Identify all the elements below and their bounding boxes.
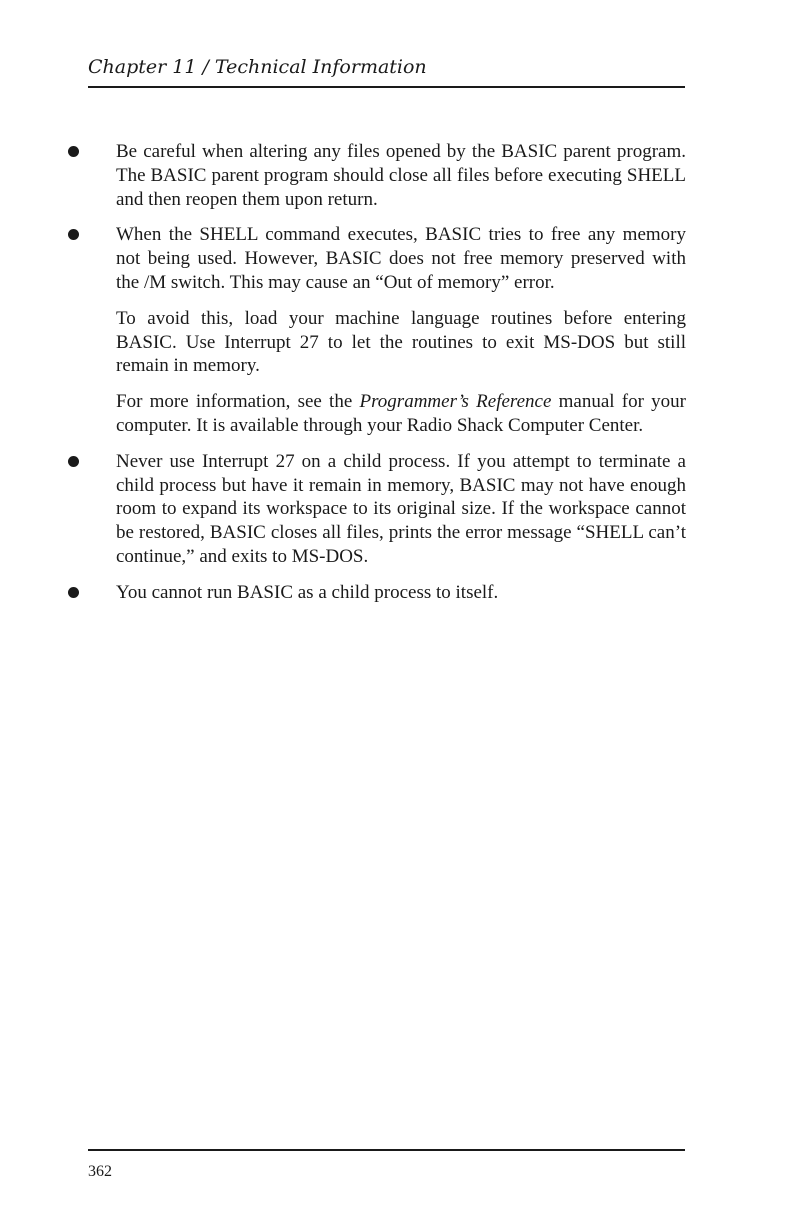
footer-rule: [88, 1149, 685, 1151]
list-item: [68, 450, 686, 569]
bullet-list: [68, 140, 686, 617]
page-header: [88, 54, 685, 80]
page-number: 362: [88, 1163, 112, 1180]
manual-title: Programmer’s Reference: [359, 391, 552, 413]
paragraph: Never use Interrupt 27 on a child process. If you attempt to terminate a child process but have it remain in memory, BASIC may not have enough room to expand its workspace to its original size. If the workspace cannot be restored, BASIC closes all files, prints the error message “SHELL can’t continue,” and exits to MS-DOS.: [116, 450, 686, 567]
bullet-icon: [68, 587, 79, 598]
paragraph: To avoid this, load your machine language routines before entering BASIC. Use Interrupt 27 to let the routines to exit MS-DOS but still remain in memory.: [116, 307, 686, 377]
header-rule: [88, 86, 685, 88]
bullet-icon: [68, 229, 79, 240]
bullet-icon: [68, 456, 79, 467]
reference-paragraph: [116, 390, 686, 438]
paragraph: When the SHELL command executes, BASIC tries to free any memory not being used. However, BASIC does not free memory preserved with the /M switch. This may cause an “Out of memory” error.: [116, 224, 686, 293]
paragraph: Be careful when altering any files opened by the BASIC parent program. The BASIC parent program should close all files before executing SHELL and then reopen them upon return.: [116, 141, 686, 210]
list-item: [68, 223, 686, 437]
chapter-title: Chapter 11 / Technical Information: [88, 56, 427, 78]
bullet-icon: [68, 146, 79, 157]
list-item: [68, 581, 686, 605]
list-item: [68, 140, 686, 211]
reference-text-before: For more information, see the: [116, 391, 360, 413]
paragraph: You cannot run BASIC as a child process to itself.: [116, 581, 499, 603]
reference-text-after: manual for your computer. It is available through your Radio Shack Computer Center.: [116, 391, 686, 436]
